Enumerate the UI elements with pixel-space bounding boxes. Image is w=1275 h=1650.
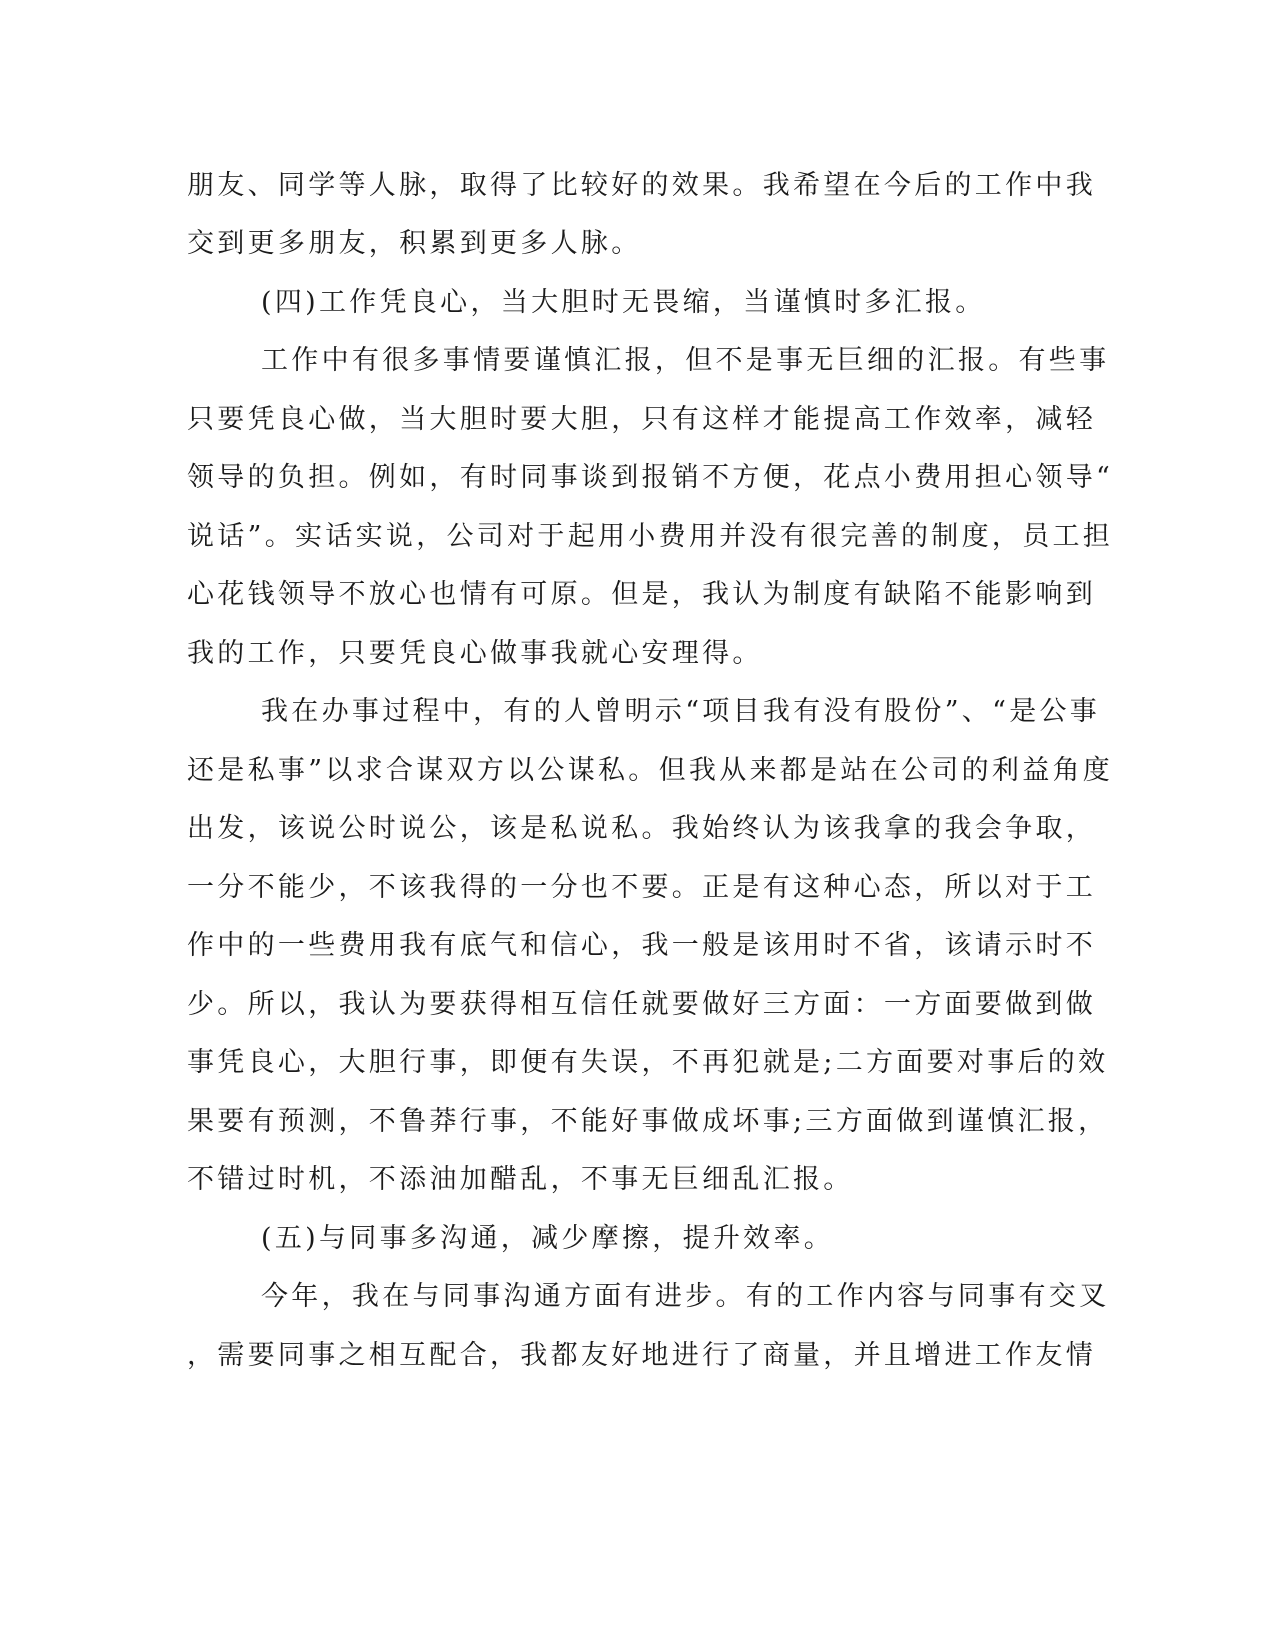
text-line: 只要凭良心做，当大胆时要大胆，只有这样才能提高工作效率，减轻 [187,404,1096,435]
text-line: 作中的一些费用我有底气和信心，我一般是该用时不省，该请示时不 [187,930,1096,961]
text-line: ，需要同事之相互配合，我都友好地进行了商量，并且增进工作友情 [187,1340,1096,1371]
text-line: 少。所以，我认为要获得相互信任就要做好三方面：一方面要做到做 [187,989,1096,1020]
text-line: 还是私事”以求合谋双方以公谋私。但我从来都是站在公司的利益角度 [187,755,1114,786]
text-line: 果要有预测，不鲁莽行事，不能好事做成坏事;三方面做到谨慎汇报， [187,1106,1109,1137]
text-line: 我的工作，只要凭良心做事我就心安理得。 [187,638,763,669]
paragraph-first-line: 今年，我在与同事沟通方面有进步。有的工作内容与同事有交叉 [261,1281,1110,1312]
paragraph-first-line: 我在办事过程中，有的人曾明示“项目我有没有股份”、“是公事 [261,696,1101,727]
paragraph-first-line: 工作中有很多事情要谨慎汇报，但不是事无巨细的汇报。有些事 [261,345,1110,376]
text-line: 说话”。实话实说，公司对于起用小费用并没有很完善的制度，员工担 [187,521,1114,552]
text-line: 一分不能少，不该我得的一分也不要。正是有这种心态，所以对于工 [187,872,1096,903]
text-line: 不错过时机，不添油加醋乱，不事无巨细乱汇报。 [187,1164,854,1195]
text-line: 交到更多朋友，积累到更多人脉。 [187,228,642,259]
text-line: 心花钱领导不放心也情有可原。但是，我认为制度有缺陷不能影响到 [187,579,1096,610]
section-heading: (五)与同事多沟通，减少摩擦，提升效率。 [261,1223,835,1254]
text-line: 朋友、同学等人脉，取得了比较好的效果。我希望在今后的工作中我 [187,170,1096,201]
section-heading: (四)工作凭良心，当大胆时无畏缩，当谨慎时多汇报。 [261,287,986,318]
text-line: 领导的负担。例如，有时同事谈到报销不方便，花点小费用担心领导“ [187,462,1114,493]
text-line: 事凭良心，大胆行事，即便有失误，不再犯就是;二方面要对事后的效 [187,1047,1109,1078]
text-line: 出发，该说公时说公，该是私说私。我始终认为该我拿的我会争取， [187,813,1096,844]
